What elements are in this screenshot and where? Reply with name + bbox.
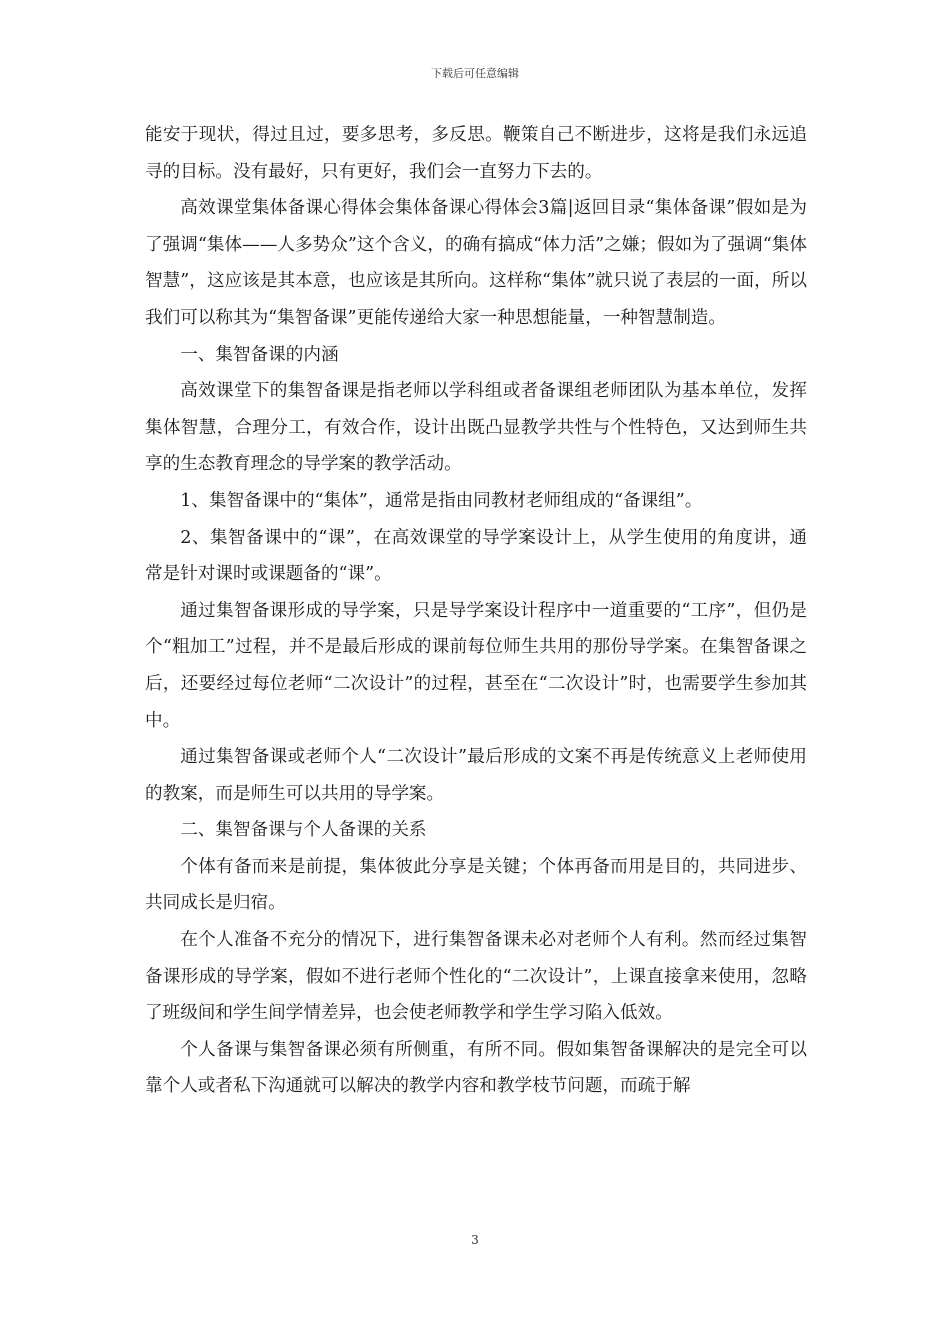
section-heading: 二、集智备课与个人备课的关系 (180, 820, 427, 841)
paragraph: 高效课堂集体备课心得体会集体备课心得体会3篇|返回目录“集体备课”假如是为了强调“集体——人多势众”这个含义，的确有搞成“体力活”之嫌；假如为了强调“集体智慧”，这应该是其本意，也应该是其所向。这样称“集体”就只说了表层的一面，所以我们可以称其为“集智备课”更能传递给大家一种思想能量，一种智慧制造。 (145, 198, 807, 328)
page-header: 下载后可任意编辑 (431, 67, 519, 80)
paragraph: 通过集智备课形成的导学案，只是导学案设计程序中一道重要的“工序”，但仍是个“粗加工”过程，并不是最后形成的课前每位师生共用的那份导学案。在集智备课之后，还要经过每位老师“二次设计”的过程，甚至在“二次设计”时，也需要学生参加其中。 (145, 600, 807, 731)
page-number: 3 (471, 1233, 479, 1247)
document-body (145, 117, 807, 1105)
paragraph: 1、集智备课中的“集体”，通常是指由同教材老师组成的“备课组”。 (180, 490, 703, 511)
paragraph: 个体有备而来是前提，集体彼此分享是关键；个体再备而用是目的，共同进步、共同成长是归宿。 (145, 856, 807, 914)
paragraph: 通过集智备课或老师个人“二次设计”最后形成的文案不再是传统意义上老师使用的教案，而是师生可以共用的导学案。 (145, 747, 807, 804)
section-heading: 一、集智备课的内涵 (180, 344, 339, 365)
paragraph: 能安于现状，得过且过，要多思考，多反思。鞭策自己不断进步，这将是我们永远追寻的目标。没有最好，只有更好，我们会一直努力下去的。 (145, 125, 807, 182)
paragraph: 高效课堂下的集智备课是指老师以学科组或者备课组老师团队为基本单位，发挥集体智慧，合理分工，有效合作，设计出既凸显教学共性与个性特色，又达到师生共享的生态教育理念的导学案的教学活动。 (145, 381, 807, 475)
paragraph: 在个人准备不充分的情况下，进行集智备课未必对老师个人有利。然而经过集智备课形成的导学案，假如不进行老师个性化的“二次设计”，上课直接拿来使用，忽略了班级间和学生间学情差异，也会使老师教学和学生学习陷入低效。 (145, 930, 807, 1024)
paragraph: 2、集智备课中的“课”，在高效课堂的导学案设计上，从学生使用的角度讲，通常是针对课时或课题备的“课”。 (145, 527, 807, 585)
paragraph: 个人备课与集智备课必须有所侧重，有所不同。假如集智备课解决的是完全可以靠个人或者私下沟通就可以解决的教学内容和教学枝节问题，而疏于解 (145, 1039, 807, 1097)
